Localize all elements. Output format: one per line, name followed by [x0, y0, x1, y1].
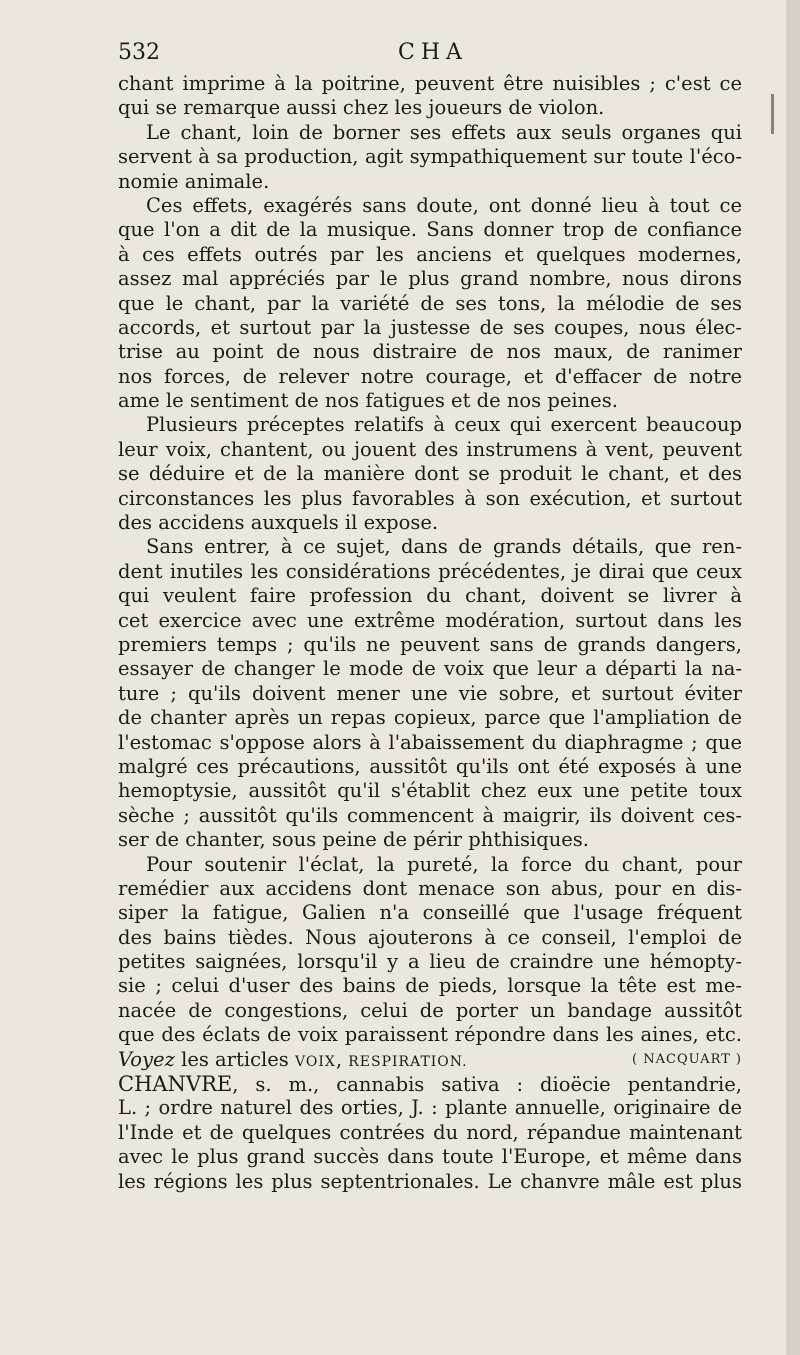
text-line: ture ; qu'ils doivent mener une vie sobre, et surtout éviter [118, 681, 742, 705]
text-line: avec le plus grand succès dans toute l'Europe, et même dans [118, 1145, 742, 1169]
text-line: malgré ces précautions, aussitôt qu'ils ont été exposés à une [118, 754, 742, 778]
page-edge [786, 0, 800, 1355]
text-line: ser de chanter, sous peine de périr phthisiques. [118, 828, 589, 852]
see-also-ref-voix: VOIX [295, 1053, 336, 1070]
text-line: circonstances les plus favorables à son exécution, et surtout [118, 486, 742, 510]
text-line: remédier aux accidens dont menace son abus, pour en dis- [118, 876, 742, 900]
margin-mark [771, 94, 774, 134]
text-line: se déduire et de la manière dont se produit le chant, et des [118, 462, 742, 486]
text-line: Pour soutenir l'éclat, la pureté, la force du chant, pour [146, 852, 742, 876]
text-line: Sans entrer, à ce sujet, dans de grands détails, que ren- [146, 535, 742, 559]
see-also-separator: , [335, 1047, 343, 1071]
text-line: Le chant, loin de borner ses effets aux seuls organes qui [146, 120, 742, 144]
entry-headword: CHANVRE [118, 1072, 233, 1097]
voyez-word: Voyez [118, 1047, 175, 1071]
text-line: trise au point de nous distraire de nos maux, de ranimer [118, 340, 742, 364]
entry-first-line [118, 1072, 742, 1096]
text-line: petites saignées, lorsqu'il y a lieu de craindre une hémopty- [118, 950, 742, 974]
text-line: chant imprime à la poitrine, peuvent être nuisibles ; c'est ce [118, 72, 742, 95]
text-line: nos forces, de relever notre courage, et d'effacer de notre [118, 364, 742, 388]
running-head: CHA [398, 40, 468, 65]
text-line: l'Inde et de quelques contrées du nord, répandue maintenant [118, 1120, 742, 1144]
text-line: essayer de changer le mode de voix que leur a départi la na- [118, 657, 742, 681]
article-author: ( NACQUART ) [632, 1051, 742, 1067]
text-line: de chanter après un repas copieux, parce que l'ampliation de [118, 706, 742, 730]
text-line: qui veulent faire profession du chant, doivent se livrer à [118, 584, 742, 608]
see-also-text: les articles [181, 1047, 289, 1071]
text-line: sèche ; aussitôt qu'ils commencent à maigrir, ils doivent ces- [118, 803, 742, 827]
text-line: des bains tièdes. Nous ajouterons à ce conseil, l'emploi de [118, 925, 742, 949]
text-line: que l'on a dit de la musique. Sans donner trop de confiance [118, 218, 742, 242]
text-line: cet exercice avec une extrême modération, surtout dans les [118, 608, 742, 632]
see-also-ref-respiration: RESPIRATION. [348, 1053, 468, 1070]
text-line: assez mal appréciés par le plus grand nombre, nous dirons [118, 267, 742, 291]
entry-first-line-text: , s. m., cannabis sativa : dioëcie pentandrie, [232, 1073, 742, 1097]
page-header [118, 36, 742, 70]
text-line: leur voix, chantent, ou jouent des instrumens à vent, peuvent [118, 437, 742, 461]
text-line: qui se remarque aussi chez les joueurs de violon. [118, 96, 605, 120]
text-line: Ces effets, exagérés sans doute, ont donné lieu à tout ce [146, 193, 742, 217]
text-line: hemoptysie, aussitôt qu'il s'établit chez eux une petite toux [118, 779, 742, 803]
text-line: ame le sentiment de nos fatigues et de nos peines. [118, 389, 618, 413]
body-text [118, 72, 742, 1194]
text-line: dent inutiles les considérations précédentes, je dirai que ceux [118, 559, 742, 583]
text-line: l'estomac s'oppose alors à l'abaissement du diaphragme ; que [118, 730, 742, 754]
text-line: que le chant, par la variété de ses tons, la mélodie de ses [118, 291, 742, 315]
text-line: premiers temps ; qu'ils ne peuvent sans de grands dangers, [118, 632, 742, 656]
text-line: les régions les plus septentrionales. Le chanvre mâle est plus [118, 1169, 742, 1193]
text-line: sie ; celui d'user des bains de pieds, lorsque la tête est me- [118, 974, 742, 998]
text-line: des accidens auxquels il expose. [118, 511, 439, 535]
see-also-line [118, 1048, 742, 1072]
text-line: Plusieurs préceptes relatifs à ceux qui exercent beaucoup [146, 413, 742, 437]
text-line: L. ; ordre naturel des orties, J. : plante annuelle, originaire de [118, 1096, 742, 1120]
text-line: à ces effets outrés par les anciens et quelques modernes, [118, 242, 742, 266]
text-line: nacée de congestions, celui de porter un bandage aussitôt [118, 998, 742, 1022]
text-line: nomie animale. [118, 169, 270, 193]
page-number: 532 [118, 40, 160, 65]
text-line: siper la fatigue, Galien n'a conseillé que l'usage fréquent [118, 901, 742, 925]
text-line: accords, et surtout par la justesse de ses coupes, nous élec- [118, 315, 742, 339]
text-line: que des éclats de voix paraissent répondre dans les aines, etc. [118, 1023, 742, 1047]
text-line: servent à sa production, agit sympathiquement sur toute l'éco- [118, 145, 742, 169]
